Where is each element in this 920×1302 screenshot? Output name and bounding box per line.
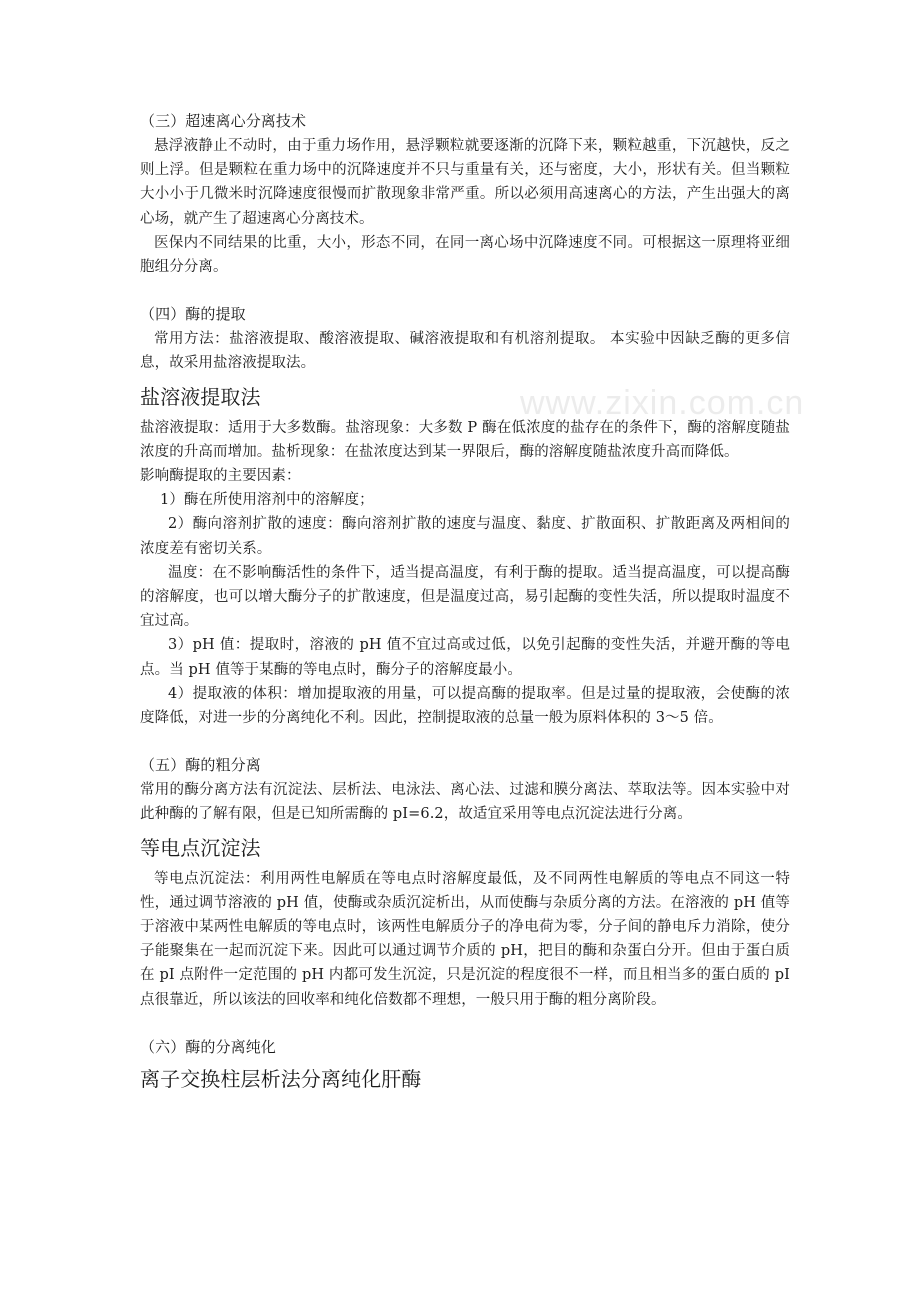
temperature-paragraph: 温度：在不影响酶活性的条件下，适当提高温度，有利于酶的提取。适当提高温度，可以提高酶的溶解度，也可以增大酶分子的扩散速度，但是温度过高，易引起酶的变性失活，所以提取时温度不宜过高。 [140,564,790,630]
watermark: www.zixin.com.cn [520,384,805,422]
ion-exchange-heading: 离子交换柱层析法分离纯化肝酶 [140,1066,422,1091]
spacer [140,730,790,752]
section-3-paragraph-1: 悬浮液静止不动时，由于重力场作用，悬浮颗粒就要逐渐的沉降下来，颗粒越重，下沉越快，反之则上浮。但是颗粒在重力场中的沉降速度并不只与重量有关，还与密度，大小，形状有关。但当颗粒大小小于几微米时沉降速度很慢而扩散现象非常严重。所以必须用高速离心的方法，产生出强大的离心场，就产生了超速离心分离技术。 [140,138,790,227]
section-3-paragraph-2: 医保内不同结果的比重，大小，形态不同，在同一离心场中沉降速度不同。可根据这一原理将亚细胞组分分离。 [140,234,790,276]
section-4-paragraph-1: 常用方法：盐溶液提取、酸溶液提取、碱溶液提取和有机溶剂提取。 本实验中因缺乏酶的更多信息，故采用盐溶液提取法。 [140,331,790,372]
factor-3: 3）pH 值：提取时，溶液的 pH 值不宜过高或过低，以免引起酶的变性失活，并避开酶的等电点。当 pH 值等于某酶的等电点时，酶分子的溶解度最小。 [140,637,790,678]
isoelectric-paragraph: 等电点沉淀法：利用两性电解质在等电点时溶解度最低，及不同两性电解质的等电点不同这一特性，通过调节溶液的 pH 值，使酶或杂质沉淀析出，从而使酶与杂质分离的方法。在溶液的 pH 值等于溶液中某两性电解质的等电点时，该两性电解质分子的净电荷为零，分子间的静电斥力消除，使分子能聚集在一起而沉淀下来。因此可以通过调节介质的 pH，把目的酶和杂蛋白分开。但由于蛋白质在 pI 点附件一定范围的 pH 内都可发生沉淀，只是沉淀的程度很不一样，而且相当多的蛋白质的 pI 点很靠近，所以该法的回收率和纯化倍数都不理想，一般只用于酶的粗分离阶段。 [140,870,790,1008]
section-5-paragraph-1: 常用的酶分离方法有沉淀法、层析法、电泳法、离心法、过滤和膜分离法、萃取法等。因本实验中对此种酶的了解有限，但是已知所需酶的 pI=6.2，故适宜采用等电点沉淀法进行分离。 [140,782,790,823]
factor-4: 4）提取液的体积：增加提取液的用量，可以提高酶的提取率。但是过量的提取液，会使酶的浓度降低，对进一步的分离纯化不利。因此，控制提取液的总量一般为原料体积的 3～5 倍。 [140,685,790,727]
section-3-heading: （三）超速离心分离技术 [140,112,307,130]
spacer [140,279,790,301]
salt-extraction-paragraph: 盐溶液提取：适用于大多数酶。盐溶现象：大多数 P 酶在低浓度的盐存在的条件下，酶的溶解度随盐浓度的升高而增加。盐析现象：在盐浓度达到某一界限后，酶的溶解度随盐浓度升高而降低。 [140,419,790,460]
section-5-heading: （五）酶的粗分离 [140,756,261,775]
salt-extraction-heading: 盐溶液提取法 [140,384,261,409]
section-4-heading: （四）酶的提取 [140,305,246,324]
factor-1: 1）酶在所使用溶剂中的溶解度； [160,492,374,509]
isoelectric-heading: 等电点沉淀法 [140,835,261,860]
spacer [140,1012,790,1034]
section-6-heading: （六）酶的分离纯化 [140,1037,276,1056]
factors-intro: 影响酶提取的主要因素： [140,468,301,485]
document-page [140,108,790,1094]
factor-2: 2）酶向溶剂扩散的速度：酶向溶剂扩散的速度与温度、黏度、扩散面积、扩散距离及两相间的浓度差有密切关系。 [140,516,790,557]
